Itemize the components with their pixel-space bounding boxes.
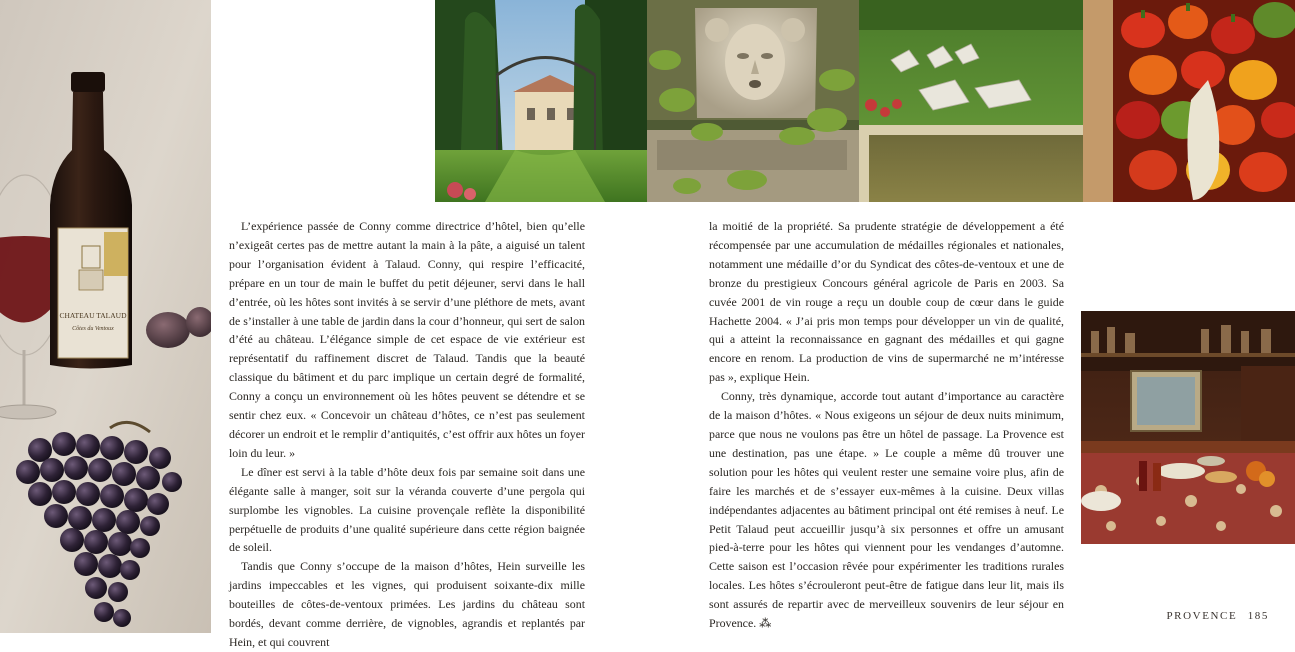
dining-room-table-photo xyxy=(1081,311,1295,544)
page-folio xyxy=(1166,610,1269,622)
bell-peppers-photo xyxy=(1083,0,1295,202)
page-number: 185 xyxy=(1247,610,1269,622)
article-right-column xyxy=(709,217,1064,633)
article-paragraph xyxy=(709,387,1064,633)
svg-text:CHATEAU TALAUD: CHATEAU TALAUD xyxy=(59,311,127,320)
pool-lounge-chairs-photo xyxy=(859,0,1083,202)
stone-face-fountain-photo xyxy=(647,0,859,202)
running-head-section: PROVENCE xyxy=(1166,610,1238,622)
article-paragraph-text: Conny, très dynamique, accorde tout autant d’importance au caractère de la maison d’hôtes. « Nous exigeons un séjour de deux nuits minimum, parce que nous ne voulons pas être un hôtel de passage. La Provence est une destination, pas une étape. » Le couple a même dû trouver une solution pour les hôtes qui veulent rester une semaine voire plus, afin de faire les marchés et de s’essayer eux-mêmes à la cuisine. Deux villas indépendantes adjacentes au bâtiment principal ont été remises à neuf. Le Petit Talaud peut accueillir jusqu’à six personnes et offre un amusant pied-à-terre pour les hôtes qui viennent pour les vendanges d’automne. Cette saison est l’occasion rêvée pour expérimenter les traditions rurales locales. Les hôtes s’écrouleront peut-être de fatigue dans leur lit, mais ils sont assurés de repartir avec de merveilleux souvenirs de leur séjour en Provence. xyxy=(709,389,1064,631)
chateau-garden-arch-photo xyxy=(435,0,647,202)
end-of-article-icon: ⁂ xyxy=(759,616,772,631)
article-paragraph: L’expérience passée de Conny comme directrice d’hôtel, bien qu’elle n’exigeât certes pas de mettre autant la main à la pâte, a aiguisé un talent pour l’organisation évident à Talaud. Conny, qui respire l’efficacité, prépare en un tour de main le buffet du petit déjeuner, servi dans le hall d’entrée, où les hôtes sont invités à se servir d’une pléthore de mets, avant de s’installer à une table de jardin dans la cour d’honneur, qui sert de salon d’été au château. L’élégance simple de cet espace de vie extérieur est représentatif du raffinement discret de Talaud. Tandis que la beauté classique du bâtiment et du parc implique un certain degré de formalité, Conny a conçu un environnement où les hôtes peuvent se détendre et se sentir chez eux. « Concevoir un château d’hôtes, ce n’est pas seulement décorer un endroit et le remplir d’antiquités, c’est offrir aux hôtes un foyer loin du leur. » xyxy=(229,219,585,460)
article-paragraph: Tandis que Conny s’occupe de la maison d’hôtes, Hein surveille les jardins impeccables et les vignes, qui produisent soixante-dix mille bouteilles de côtes-de-ventoux primées. Les jardins du château sont bordés, devant comme derrière, de vignobles, agrandis et replantés par Hein, et qui couvrent xyxy=(229,559,585,649)
article-paragraph: Le dîner est servi à la table d’hôte deux fois par semaine soit dans une élégante salle à manger, soit sur la véranda couverte d’une pergola qui surplombe les vignobles. La cuisine provençale reflète la disponibilité perpétuelle de produits d’une qualité supérieure dans cette région baignée de soleil. xyxy=(229,464,585,555)
svg-text:Côtes du Ventoux: Côtes du Ventoux xyxy=(72,326,114,332)
wine-bottle-glass-grapes-photo xyxy=(0,0,211,633)
article-paragraph-continuation: la moitié de la propriété. Sa prudente stratégie de développement a été récompensée par une accumulation de médailles régionales et nationales, notamment une médaille d’or du Syndicat des côtes-de-ventoux et une de bronze du prestigieux Concours général agricole de Paris en 2003. Sa cuvée 2001 de vin rouge a reçu un double coup de cœur dans le guide Hachette 2004. « J’ai pris mon temps pour développer un vin de qualité, qui a atteint la reconnaissance en gagnant des médailles et qui gagne encore en renom. La production de vins de supermarché ne m’intéresse pas », explique Hein. xyxy=(709,219,1064,385)
article-left-column xyxy=(229,217,585,652)
